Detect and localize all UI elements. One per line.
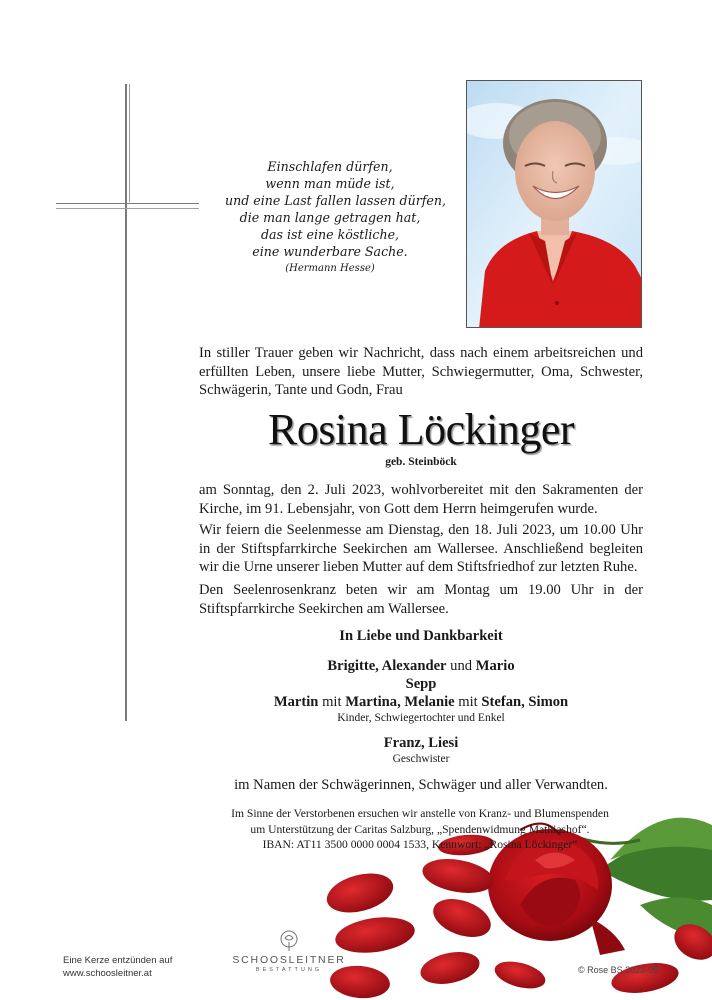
intro-text: In stiller Trauer geben wir Nachricht, dass nach einem arbeitsreichen und erfüllten Leben, unsere liebe Mutter, Schwiegermutter, Oma, Schwester, Schwägerin, Tante und Godn, Frau bbox=[199, 345, 643, 398]
brand-logo bbox=[229, 930, 349, 973]
donation-line-3: IBAN: AT11 3500 0000 0004 1533, Kennwort: „Rosina Löckinger“ bbox=[262, 838, 578, 851]
mourner-names: Mario bbox=[475, 658, 515, 674]
relation-1: Kinder, Schwiegertochter und Enkel bbox=[337, 712, 505, 724]
donation-note bbox=[170, 806, 670, 853]
relation-2: Geschwister bbox=[392, 753, 450, 765]
donation-line-2: um Unterstützung der Caritas Salzburg, „Spendenwidmung Mathiashof“. bbox=[250, 822, 590, 836]
rosary-paragraph: Den Seelenrosenkranz beten wir am Montag um 19.00 Uhr in der Stiftspfarrkirche Seekirchen am Wallersee. bbox=[199, 582, 643, 617]
mass-paragraph: Wir feiern die Seelenmesse am Dienstag, den 18. Juli 2023, um 10.00 Uhr in der Stiftspfarrkirche Seekirchen am Wallersee. Anschließend begleiten wir die Urne unserer lieben Mutter auf dem Stiftsfriedhof zur letzten Ruhe. bbox=[199, 522, 643, 575]
mourner-names: Martina, Melanie bbox=[345, 694, 455, 710]
poem-line: das ist eine köstliche, bbox=[260, 227, 400, 242]
death-paragraph: am Sonntag, den 2. Juli 2023, wohlvorbereitet mit den Sakramenten der Kirche, im 91. Lebensjahr, von Gott dem Herrn heimgerufen wurde. bbox=[199, 482, 643, 517]
mourners-line-2: Sepp bbox=[405, 676, 437, 692]
birth-name: geb. Steinböck bbox=[385, 456, 457, 468]
poem-line: Einschlafen dürfen, bbox=[267, 159, 393, 174]
brand-subtitle: BESTATTUNG bbox=[255, 967, 323, 973]
brand-name: SCHOOSLEITNER bbox=[232, 954, 346, 966]
candle-text: Eine Kerze entzünden auf bbox=[63, 955, 173, 966]
poem-line: die man lange getragen hat, bbox=[239, 210, 421, 225]
website-link[interactable]: www.schoosleitner.at bbox=[63, 968, 152, 979]
copyright: © Rose BS 2023-05 bbox=[578, 965, 659, 975]
poem-line: wenn man müde ist, bbox=[265, 176, 395, 191]
mourners-line-4: Franz, Liesi bbox=[383, 735, 459, 751]
closing-line: im Namen der Schwägerinnen, Schwäger und aller Verwandten. bbox=[234, 777, 608, 793]
rose-logo-icon bbox=[279, 930, 299, 952]
connector: mit bbox=[318, 694, 346, 710]
mourners-heading: In Liebe und Dankbarkeit bbox=[339, 628, 503, 644]
poem-author: (Hermann Hesse) bbox=[285, 263, 375, 274]
poem-line: und eine Last fallen lassen dürfen, bbox=[225, 193, 446, 208]
connector: und bbox=[446, 658, 476, 674]
mourner-names: Martin bbox=[273, 694, 319, 710]
mourner-names: Stefan, Simon bbox=[481, 694, 569, 710]
deceased-name: Rosina Löckinger bbox=[267, 405, 575, 454]
poem-line: eine wunderbare Sache. bbox=[252, 244, 408, 259]
mourner-names: Brigitte, Alexander bbox=[327, 658, 447, 674]
candle-info bbox=[63, 954, 172, 980]
connector: mit bbox=[454, 694, 482, 710]
donation-line-1: Im Sinne der Verstorbenen ersuchen wir anstelle von Kranz- und Blumenspenden bbox=[231, 807, 609, 820]
